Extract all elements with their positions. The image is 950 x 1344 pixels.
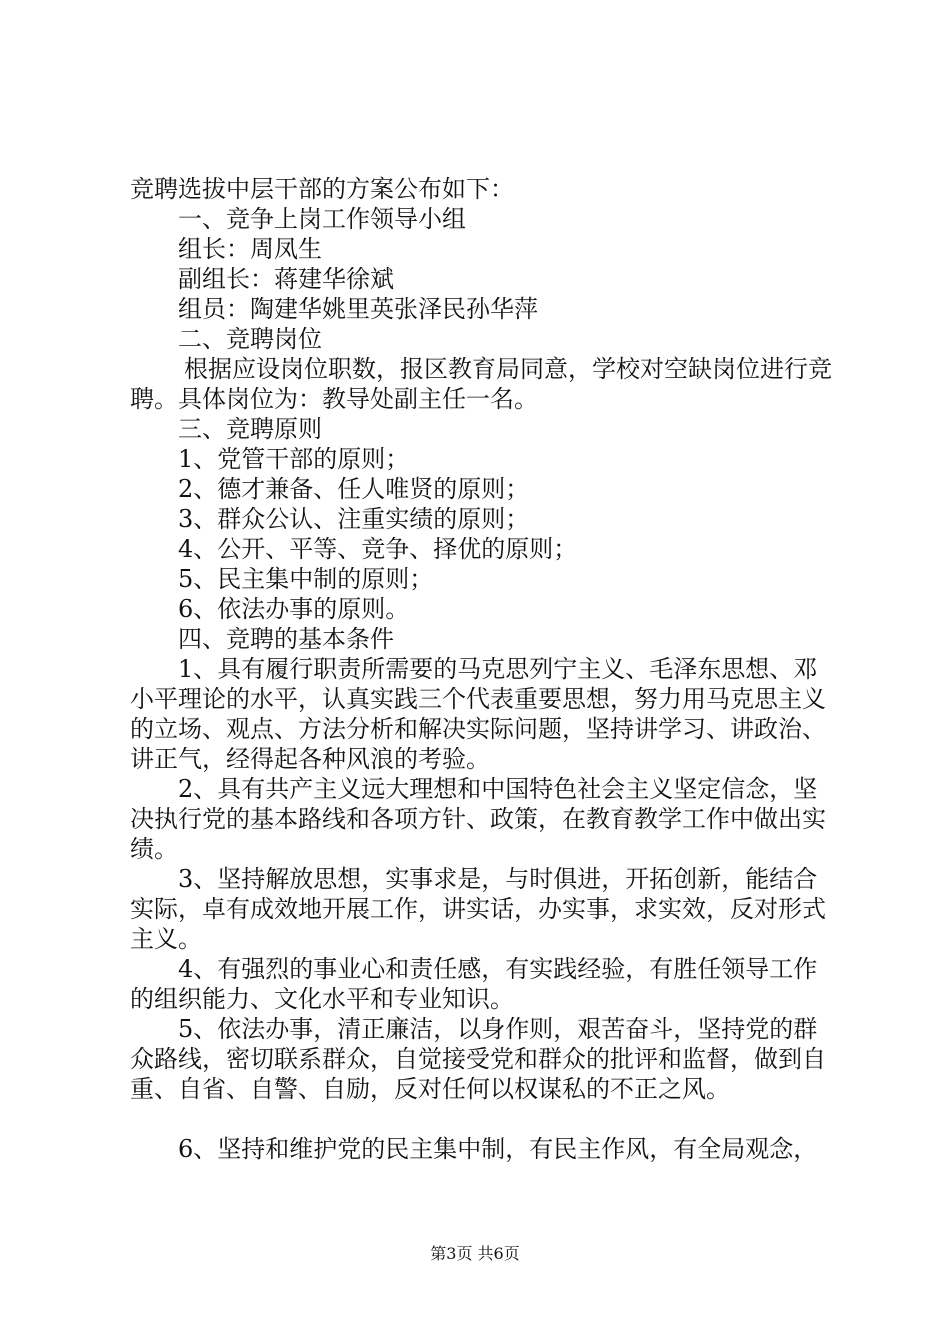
page-footer [0,1244,950,1264]
condition-item: 1、具有履行职责所需要的马克思列宁主义、毛泽东思想、邓小平理论的水平，认真实践三个代表重要思想，努力用马克思主义的立场、观点、方法分析和解决实际问题，坚持讲学习、讲政治、讲正气，经得起各种风浪的考验。 [130,655,826,773]
section-heading-1: 一、竞争上岗工作领导小组 [178,205,466,233]
condition-item: 3、坚持解放思想，实事求是，与时俱进，开拓创新，能结合实际，卓有成效地开展工作，讲实话，办实事，求实效，反对形式主义。 [130,865,826,953]
section-heading-2: 二、竞聘岗位 [178,325,322,353]
principle-item: 1、党管干部的原则； [178,445,410,473]
condition-item: 5、依法办事，清正廉洁，以身作则，艰苦奋斗，坚持党的群众路线，密切联系群众，自觉接受党和群众的批评和监督，做到自重、自省、自警、自励，反对任何以权谋私的不正之风。 [130,1015,826,1103]
principle-item: 6、依法办事的原则。 [178,595,410,623]
document-body [130,174,840,1164]
intro-line: 竞聘选拔中层干部的方案公布如下： [130,175,514,203]
condition-item: 2、具有共产主义远大理想和中国特色社会主义坚定信念，坚决执行党的基本路线和各项方针、政策，在教育教学工作中做出实绩。 [130,775,826,863]
team-members-line: 组员：陶建华姚里英张泽民孙华萍 [178,295,538,323]
position-paragraph: 根据应设岗位职数，报区教育局同意，学校对空缺岗位进行竞聘。具体岗位为：教导处副主任一名。 [130,355,832,413]
principle-item: 3、群众公认、注重实绩的原则； [178,505,530,533]
team-leader-line: 组长：周凤生 [178,235,322,263]
section-heading-4: 四、竞聘的基本条件 [178,625,394,653]
section-heading-3: 三、竞聘原则 [178,415,322,443]
principle-item: 4、公开、平等、竞争、择优的原则； [178,535,578,563]
principle-item: 5、民主集中制的原则； [178,565,434,593]
team-deputy-line: 副组长：蒋建华徐斌 [178,265,394,293]
condition-item: 4、有强烈的事业心和责任感，有实践经验，有胜任领导工作的组织能力、文化水平和专业知识。 [130,955,818,1013]
condition-item: 6、坚持和维护党的民主集中制，有民主作风，有全局观念， [178,1135,818,1163]
page-number-label: 第3页 共6页 [430,1244,520,1263]
principle-item: 2、德才兼备、任人唯贤的原则； [178,475,530,503]
